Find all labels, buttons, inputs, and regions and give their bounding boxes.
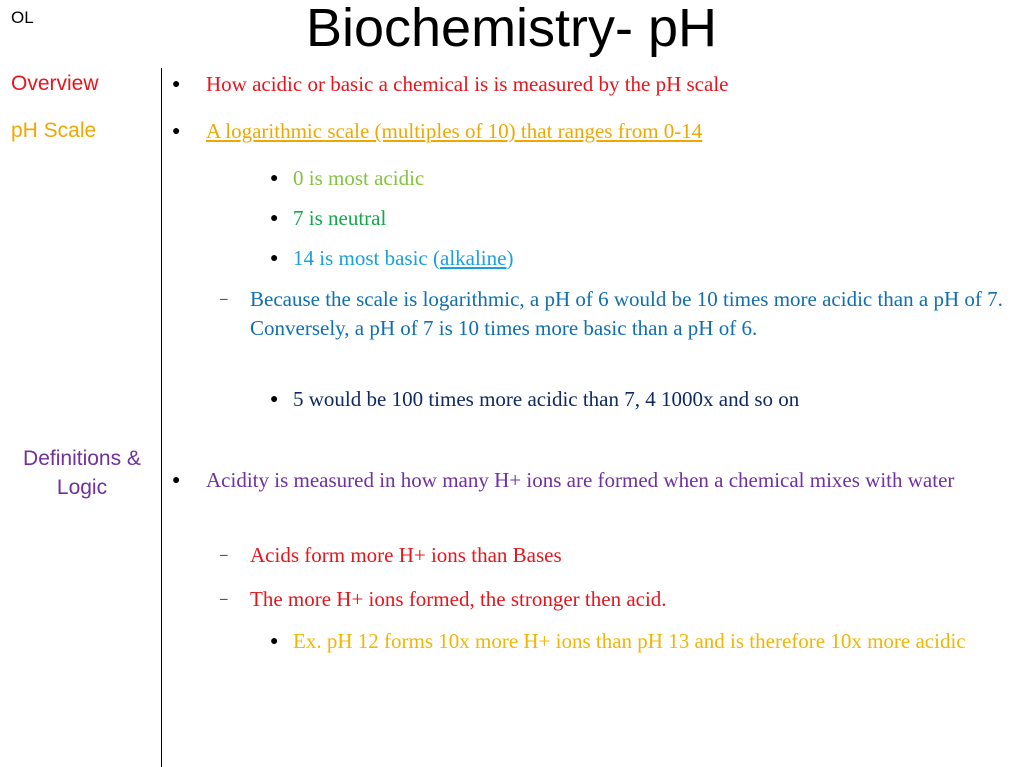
column-divider — [161, 68, 162, 767]
scale-point: A logarithmic scale (multiples of 10) that ranges from 0-14 — [206, 119, 703, 143]
bullet-icon: ● — [172, 77, 181, 92]
scale-sub-basic — [293, 244, 513, 273]
dash-icon: – — [220, 547, 228, 563]
sidebar-ph-scale: pH Scale — [11, 119, 97, 142]
dash-icon: – — [220, 591, 228, 607]
logarithmic-example: 5 would be 100 times more acidic than 7, 4 1000x and so on — [293, 387, 800, 411]
scale-sub-neutral: 7 is neutral — [293, 206, 387, 230]
definition-point: Acidity is measured in how many H+ ions are formed when a chemical mixes with water — [206, 468, 955, 492]
bullet-icon: ● — [172, 473, 181, 488]
sidebar-definitions-line2: Logic — [56, 476, 108, 499]
definition-acids: Acids form more H+ ions than Bases — [250, 543, 562, 567]
overview-point: How acidic or basic a chemical is is measured by the pH scale — [206, 72, 729, 96]
bullet-icon: ● — [270, 251, 279, 266]
dash-icon: – — [220, 291, 228, 307]
scale-sub-acidic: 0 is most acidic — [293, 166, 425, 190]
bullet-icon: ● — [270, 392, 279, 407]
scale-sub-basic-prefix: 14 is most basic ( — [293, 246, 440, 270]
scale-sub-basic-suffix: ) — [506, 246, 514, 270]
alkaline-link[interactable]: alkaline — [440, 246, 507, 270]
bullet-icon: ● — [270, 634, 279, 649]
definition-example: Ex. pH 12 forms 10x more H+ ions than pH 13 and is therefore 10x more acidic — [293, 629, 966, 653]
sidebar-definitions-line1: Definitions & — [23, 447, 141, 470]
bullet-icon: ● — [270, 171, 279, 186]
bullet-icon: ● — [270, 211, 279, 226]
sidebar-definitions — [4, 444, 160, 502]
sidebar-overview: Overview — [11, 72, 99, 95]
definition-stronger: The more H+ ions formed, the stronger then acid. — [250, 587, 667, 611]
corner-label: OL — [11, 8, 34, 27]
slide-title: Biochemistry- pH — [305, 0, 718, 58]
bullet-icon: ● — [172, 124, 181, 139]
logarithmic-explanation: Because the scale is logarithmic, a pH of 6 would be 10 times more acidic than a pH of 7. Conversely, a pH of 7 is 10 times more basic than a pH of 6. — [250, 287, 1003, 340]
